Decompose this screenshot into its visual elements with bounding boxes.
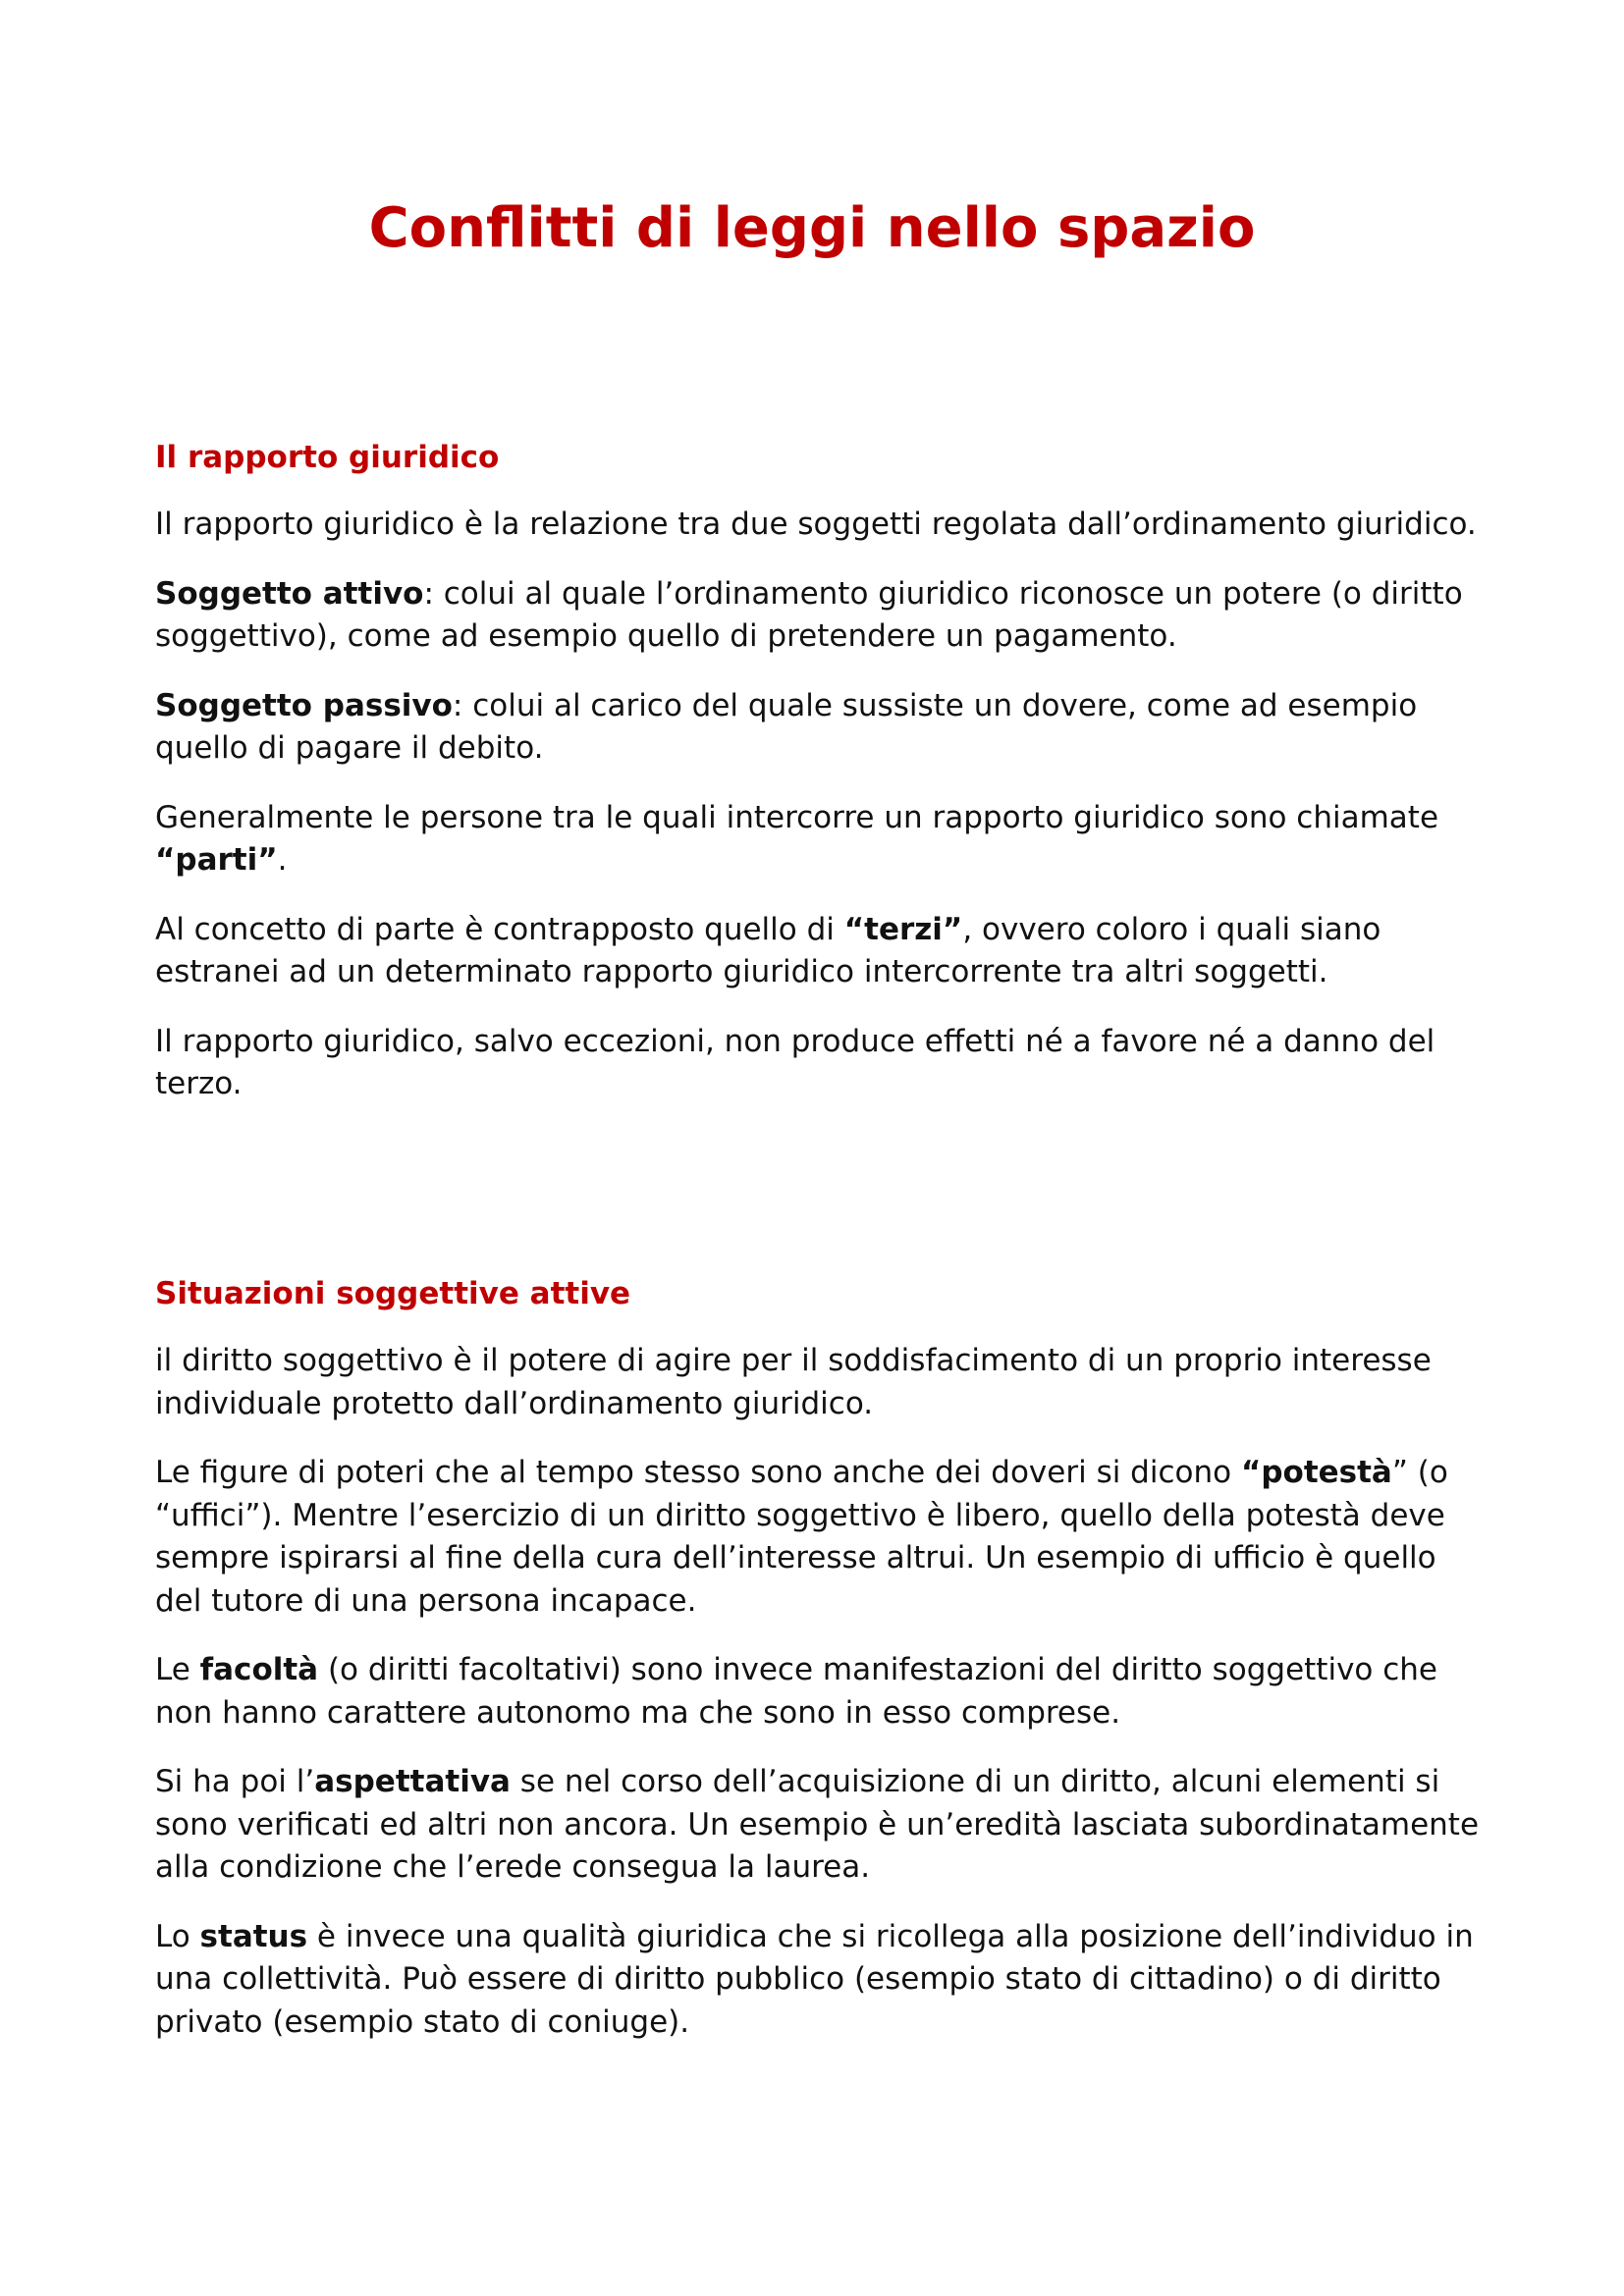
paragraph-text: Le figure di poteri che al tempo stesso sono anche dei doveri si dicono [155,1455,1241,1490]
paragraph-text: ” (o “uffici”). Mentre l’esercizio di un diritto soggettivo è libero, quello della potestà deve sempre ispirarsi al fine della cura dell’interesse altrui. Un esempio di ufficio è quello del tutore di una persona incapace. [155,1455,1448,1619]
paragraph [155,1452,1481,1623]
paragraph [155,573,1481,659]
section-body [155,504,1481,1106]
paragraph [155,685,1481,771]
paragraph-text: , ovvero coloro i quali siano estranei ad un determinato rapporto giuridico intercorrente tra altri soggetti. [155,911,1381,989]
paragraph-text: : colui al carico del quale sussiste un dovere, come ad esempio quello di pagare il debito. [155,687,1418,766]
document-title: Conflitti di leggi nello spazio [368,196,1256,260]
paragraph [155,1649,1481,1735]
bold-term: “parti” [155,842,278,878]
paragraph-text: Generalmente le persone tra le quali intercorre un rapporto giuridico sono chiamate [155,799,1439,835]
paragraph [155,1021,1481,1106]
bold-term: Soggetto attivo [155,575,424,612]
paragraph-text: Si ha poi l’ [155,1764,315,1799]
paragraph [155,1340,1481,1425]
paragraph-text: Lo [155,1918,200,1954]
bold-term: Soggetto passivo [155,687,453,723]
bold-term: “potestà [1240,1455,1392,1490]
paragraph-text: : colui al quale l’ordinamento giuridico riconosce un potere (o diritto soggettivo), come ad esempio quello di pretendere un pagamento. [155,575,1463,654]
paragraph-text: Al concetto di parte è contrapposto quello di [155,911,844,947]
paragraph-text: . [277,842,288,878]
paragraph-text: Le [155,1652,200,1687]
paragraph [155,504,1481,547]
paragraph [155,909,1481,994]
paragraph [155,1761,1481,1890]
bold-term: facoltà [199,1652,319,1687]
paragraph-text: Il rapporto giuridico, salvo eccezioni, non produce effetti né a favore né a danno del terzo. [155,1023,1435,1101]
section-situazioni-soggettive [155,1274,1481,2070]
bold-term: aspettativa [314,1764,511,1799]
paragraph [155,797,1481,882]
paragraph-text: è invece una qualità giuridica che si ricollega alla posizione dell’individuo in una collettività. Può essere di diritto pubblico (esempio stato di cittadino) o di diritto privato (esempio stato di coniuge). [155,1918,1474,2040]
paragraph [155,1916,1481,2045]
paragraph-text: se nel corso dell’acquisizione di un diritto, alcuni elementi si sono verificati ed altri non ancora. Un esempio è un’eredità lasciata subordinatamente alla condizione che l’erede consegua la laurea. [155,1764,1480,1885]
paragraph-text: Il rapporto giuridico è la relazione tra due soggetti regolata dall’ordinamento giuridico. [155,507,1477,542]
section-heading: Il rapporto giuridico [155,440,500,475]
paragraph-text: (o diritti facoltativi) sono invece manifestazioni del diritto soggettivo che non hanno carattere autonomo ma che sono in esso comprese. [155,1652,1437,1731]
bold-term: “terzi” [843,911,963,947]
paragraph-text: il diritto soggettivo è il potere di agire per il soddisfacimento di un proprio interesse individuale protetto dall’ordinamento giuridico. [155,1343,1432,1421]
section-heading: Situazioni soggettive attive [155,1276,631,1311]
section-rapporto-giuridico [155,438,1481,1133]
section-body [155,1340,1481,2044]
bold-term: status [199,1918,308,1954]
